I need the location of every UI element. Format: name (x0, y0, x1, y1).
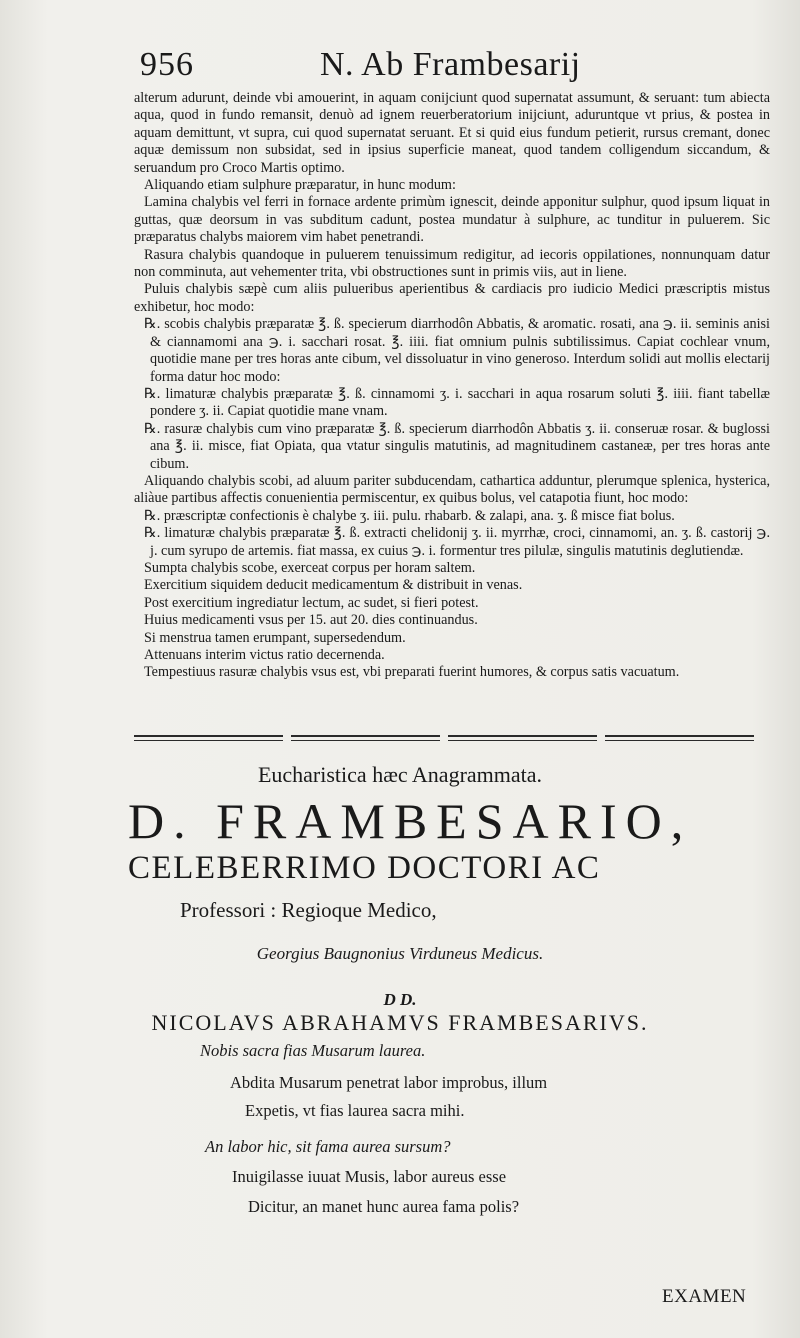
precept: Attenuans interim victus ratio decernenda. (144, 647, 385, 663)
divider-rule (291, 735, 440, 741)
running-head: N. Ab Frambesarij (320, 46, 581, 83)
recipe: ℞. limaturæ chalybis præparatæ ℥. ß. extracti chelidonij ʒ. ii. myrrhæ, croci, cinnamomi, an. ʒ. ß. castorij ℈. j. cum syrupo de artemis. fiat massa, ex cuius ℈. i. formentur tres pilulæ, singulis matutinis deglutiendæ. (144, 525, 770, 559)
page-number: 956 (140, 46, 194, 83)
precept: Sumpta chalybis scobe, exerceat corpus per horam saltem. (144, 559, 476, 576)
precept: Huius medicamenti vsus per 15. aut 20. dies continuandus. (144, 612, 478, 629)
paragraph: Rasura chalybis quandoque in puluerem tenuissimum redigitur, ad iecoris oppilationes, nonnunquam datur non comminuta, aut vehementer trita, vbi obstructiones sunt in primis viis, aut in liene. (134, 246, 770, 281)
precept: Post exercitium ingrediatur lectum, ac sudet, si fieri potest. (144, 594, 479, 611)
recipe: ℞. rasuræ chalybis cum vino præparatæ ℥. ß. specierum diarrhodôn Abbatis ʒ. ii. conseruæ rosar. & buglossi ana ℥. ii. misce, fiat Opiata, qua vtatur singulis matutinis, ad magnitudinem castaneæ, per tres horas ante cibum. (144, 420, 770, 472)
paragraph: Aliquando etiam sulphure præparatur, in hunc modum: (144, 177, 456, 194)
precept: Exercitium siquidem deducit medicamentum & distribuit in venas. (144, 577, 523, 594)
paragraph: alterum adurunt, deinde vbi amouerint, in aquam conijciunt quod supernatat assumunt, & seruant: tum abiecta aqua, quod in fundo remansit, denuò ad ignem reuerberatorium inijciunt, aduruntque vt prius, & postea in aquam demittunt, vt supra, cui quod supernatat seruant. Et si quid eius fundum petierit, rursus cremant, donec aquæ demissum non subsidat, sed in ipsius superficie maneat, quod tandem colligendum siccandum, & seruandum pro Croco Martis optimo. (134, 90, 770, 176)
paragraph: Lamina chalybis vel ferri in fornace ardente primùm ignescit, deinde apponitur sulphur, quod ipsum liquat in guttas, quæ deorsum in vas subditum cadunt, postea mundatur à sulphure, ac tunditur in puluerem. Sic præparatus chalybs maiorem vim habet penetrandi. (134, 194, 770, 246)
precept: Tempestiuus rasuræ chalybis vsus est, vbi preparati fuerint humores, & corpus satis vacuatum. (144, 664, 680, 681)
verse-line: Inuigilasse iuuat Musis, labor aureus esse (232, 1167, 507, 1186)
catchword: EXAMEN (662, 1286, 747, 1307)
anagram-line: Nobis sacra fias Musarum laurea. (200, 1041, 426, 1060)
page-header (140, 44, 760, 88)
honoree-name: NICOLAVS ABRAHAMVS FRAMBESARIVS. (151, 1010, 649, 1035)
anagram-author: Georgius Baugnonius Virduneus Medicus. (256, 944, 544, 963)
precept: Si menstrua tamen erumpant, supersedendum. (144, 629, 406, 646)
divider-rule (134, 735, 283, 741)
recipe: ℞. scobis chalybis præparatæ ℥. ß. specierum diarrhodôn Abbatis, & aromatic. rosati, ana ℈. ii. seminis anisi & ciannamomi ana ℈. i. sacchari rosat. ℥. iiii. fiat omnium pulnis subtilissimus. Capiat cochlear vnum, quotidie mane per tres horas ante cibum, vel dissoluatur in vino generoso. Interdum solidi aut mollis electarij forma datur hoc modo: (144, 316, 770, 385)
section-divider (134, 735, 754, 747)
paragraph: Aliquando chalybis scobi, ad aluum pariter subducendam, cathartica adduntur, plerumque splenica, hysterica, aliàue partibus affectis conuenientia permiscentur, ex quibus bolus, vel catapotia fiunt, hoc modo: (134, 472, 770, 507)
divider-rule (605, 735, 754, 741)
paragraph: Puluis chalybis sæpè cum aliis pulueribus aperientibus & cardiacis pro iudicio Medici præscriptis mistus exhibetur, hoc modo: (134, 281, 770, 315)
recipe: ℞. præscriptæ confectionis è chalybe ʒ. iii. pulu. rhabarb. & zalapi, ana. ʒ. ß misce fiat bolus. (144, 507, 675, 524)
dd-abbreviation: D D. (383, 990, 417, 1009)
dedicatee-title: CELEBERRIMO DOCTORI AC (128, 850, 601, 886)
anagram-line: An labor hic, sit fama aurea sursum? (205, 1137, 451, 1156)
recipe: ℞. limaturæ chalybis præparatæ ℥. ß. cinnamomi ʒ. i. sacchari in aqua rosarum soluti ℥. iiii. fiant tabellæ pondere ʒ. ii. Capiat quotidie mane vnam. (144, 385, 770, 420)
anagram-title: Eucharistica hæc Anagrammata. (257, 762, 543, 787)
divider-rule (448, 735, 597, 741)
dedicatee-name: D. FRAMBESARIO, (128, 793, 693, 849)
verse-line: Dicitur, an manet hunc aurea fama polis? (248, 1197, 520, 1216)
verse-line: Expetis, vt fias laurea sacra mihi. (245, 1101, 465, 1120)
body-text (134, 90, 770, 682)
verse-line: Abdita Musarum penetrat labor improbus, illum (230, 1073, 548, 1092)
dedicatee-office: Professori : Regioque Medico, (180, 898, 437, 922)
